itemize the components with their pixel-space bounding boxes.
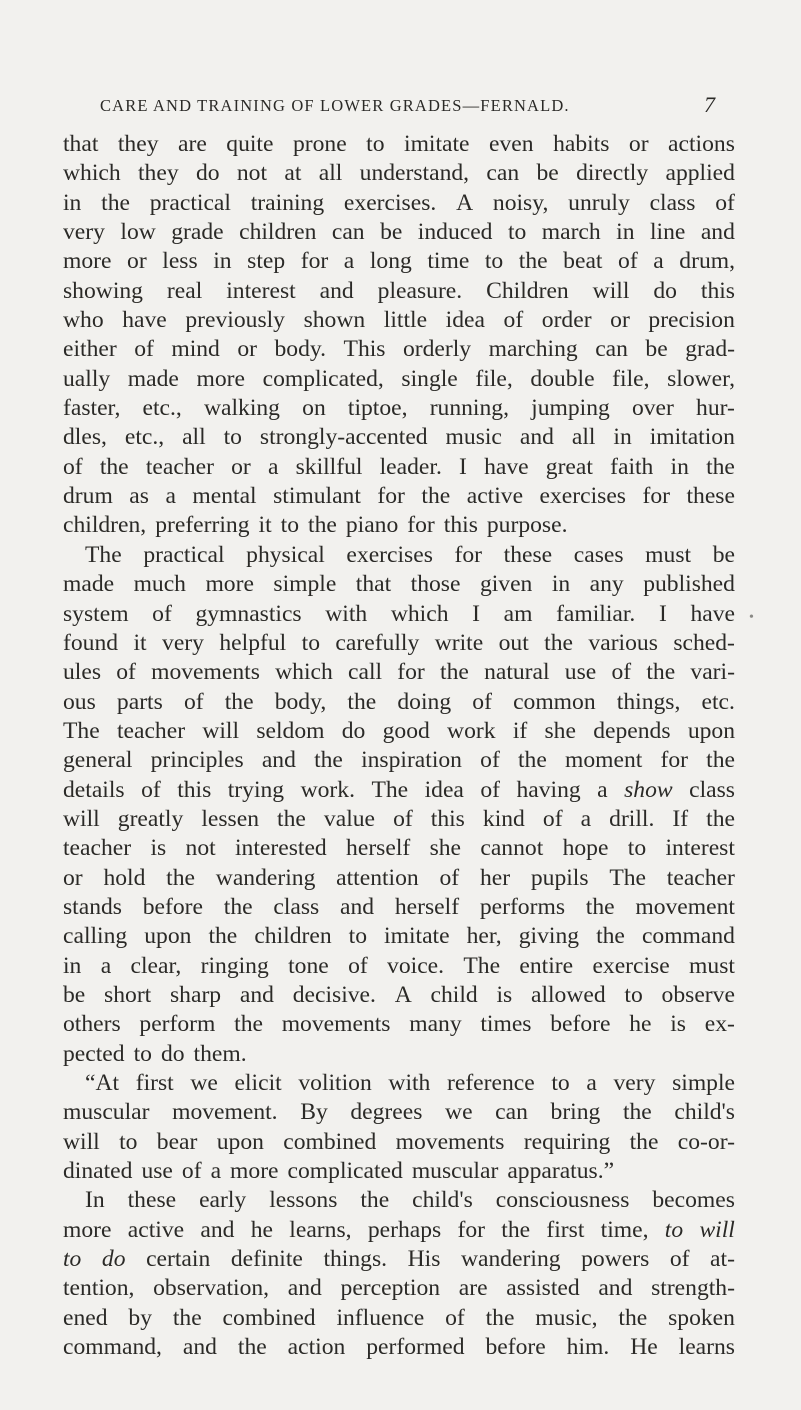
text-line: be short sharp and decisive. A child is allowed to observe xyxy=(63,981,735,1008)
text-line: to do certain definite things. His wandering powers of at- xyxy=(63,1246,735,1273)
text-line: system of gymnastics with which I am familiar. I have xyxy=(63,600,735,627)
text-line: The practical physical exercises for these cases must be xyxy=(85,541,735,568)
text-line: faster, etc., walking on tiptoe, running, jumping over hur- xyxy=(63,395,735,422)
text-line: others perform the movements many times before he is ex- xyxy=(63,1011,735,1038)
text-line: that they are quite prone to imitate even habits or actions xyxy=(63,131,735,157)
running-head xyxy=(100,94,715,120)
text-line: The teacher will seldom do good work if she depends upon xyxy=(63,717,735,744)
text-line: found it very helpful to carefully write out the various sched- xyxy=(63,629,735,656)
text-line: ually made more complicated, single file, double file, slower, xyxy=(63,365,735,392)
text-line: details of this trying work. The idea of having a show class xyxy=(63,776,735,803)
text-line: who have previously shown little idea of order or precision xyxy=(63,307,735,334)
text-line: made much more simple that those given in any published xyxy=(63,571,735,598)
text-line: will greatly lessen the value of this kind of a drill. If the xyxy=(63,805,735,832)
running-title: CARE AND TRAINING OF LOWER GRADES—FERNALD. xyxy=(100,96,570,115)
text-line: muscular movement. By degrees we can bring the child's xyxy=(63,1099,735,1126)
text-line: very low grade children can be induced to march in line and xyxy=(63,219,735,246)
text-line: more active and he learns, perhaps for the first time, to will xyxy=(63,1216,735,1243)
text-line: tention, observation, and perception are assisted and strength- xyxy=(63,1275,735,1302)
text-line: calling upon the children to imitate her, giving the command xyxy=(63,923,735,950)
text-line: ous parts of the body, the doing of common things, etc. xyxy=(63,688,735,715)
text-line: will to bear upon combined movements requiring the co-or- xyxy=(63,1128,735,1155)
text-line: of the teacher or a skillful leader. I have great faith in the xyxy=(63,453,735,480)
text-line: either of mind or body. This orderly marching can be grad- xyxy=(63,336,735,363)
text-line: ened by the combined influence of the music, the spoken xyxy=(63,1304,735,1331)
text-line: command, and the action performed before him. He learns xyxy=(63,1334,735,1361)
text-line: teacher is not interested herself she cannot hope to interest xyxy=(63,835,735,862)
text-line: or hold the wandering attention of her pupils The teacher xyxy=(63,864,735,891)
text-line: general principles and the inspiration of the moment for the xyxy=(63,747,735,774)
text-line: stands before the class and herself performs the movement xyxy=(63,893,735,920)
text-line: ules of movements which call for the natural use of the vari- xyxy=(63,659,735,686)
text-line: in the practical training exercises. A noisy, unruly class of xyxy=(63,189,735,216)
text-line: dles, etc., all to strongly-accented music and all in imitation xyxy=(63,424,735,451)
text-line: more or less in step for a long time to the beat of a drum, xyxy=(63,248,735,275)
text-line: drum as a mental stimulant for the active exercises for these xyxy=(63,483,735,510)
text-line: children, preferring it to the piano for this purpose. xyxy=(63,512,568,539)
text-line: in a clear, ringing tone of voice. The entire exercise must xyxy=(63,952,735,979)
text-line: “At first we elicit volition with reference to a very simple xyxy=(85,1070,735,1096)
text-line: pected to do them. xyxy=(63,1040,247,1067)
text-line: In these early lessons the child's consciousness becomes xyxy=(85,1187,735,1214)
body-text xyxy=(63,130,735,1362)
margin-mark: • xyxy=(749,610,754,625)
text-line: which they do not at all understand, can be directly applied xyxy=(63,160,735,187)
page-number: 7 xyxy=(704,92,715,117)
text-line: showing real interest and pleasure. Children will do this xyxy=(63,277,735,304)
text-line: dinated use of a more complicated muscular apparatus.” xyxy=(63,1158,615,1185)
